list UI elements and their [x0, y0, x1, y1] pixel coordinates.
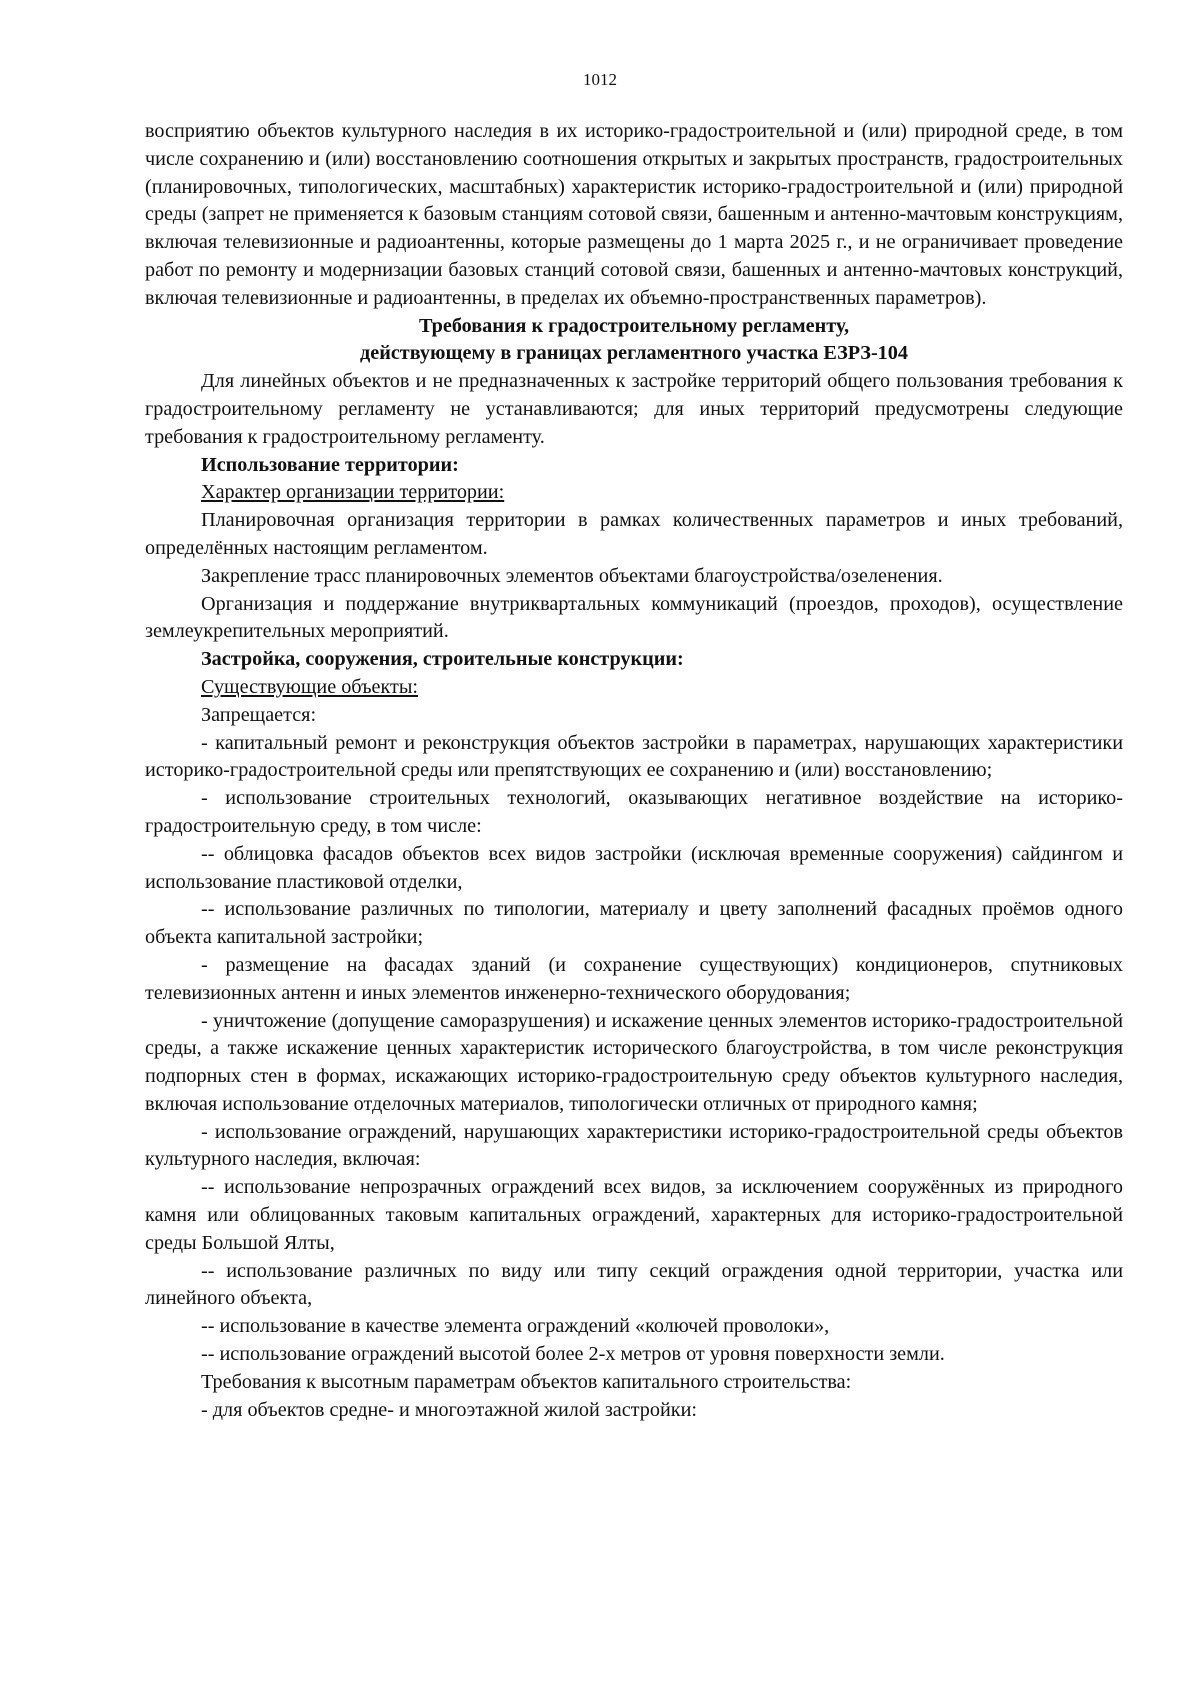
paragraph-continuation: восприятию объектов культурного наследия в их историко-градостроительной и (или) природной среде, в том числе сохранению и (или) восстановлению соотношения открытых и закрытых пространств, градостроительных (планировочных, типологических, масштабных) характеристик историко-градостроительной и (или) природной среды (запрет не применяется к базовым станциям сотовой связи, башенным и антенно-мачтовым конструкциям, включая телевизионные и радиоантенны, которые размещены до 1 марта 2025 г., и не ограничивает проведение работ по ремонту и модернизации базовых станций сотовой связи, башенных и антенно-мачтовых конструкций, включая телевизионные и радиоантенны, в пределах их объемно-пространственных параметров). [145, 120, 1123, 309]
existing-objects-subtitle [145, 674, 1123, 702]
height-item: - для объектов средне- и многоэтажной жилой застройки: [201, 1398, 698, 1421]
intro-paragraph: Для линейных объектов и не предназначенных к застройке территорий общего пользования требования к градостроительному регламенту не устанавливаются; для иных территорий предусмотрены следующие требования к градостроительному регламенту. [145, 370, 1123, 448]
territory-organization-subtitle-text: Характер организации территории: [201, 481, 505, 504]
prohibited-subitem-1: -- облицовка фасадов объектов всех видов застройки (исключая временные сооружения) сайдингом и использование пластиковой отделки, [145, 842, 1123, 893]
prohibited-item-5: - использование ограждений, нарушающих характеристики историко-градостроительной среды объектов культурного наследия, включая: [145, 1120, 1123, 1171]
prohibited-subitem-3: -- использование непрозрачных ограждений всех видов, за исключением сооружённых из природного камня или облицованных таковым капитальных ограждений, характерных для историко-градостроительной среды Большой Ялты, [145, 1176, 1123, 1254]
document-body [145, 118, 1123, 1424]
prohibited-item-4: - уничтожение (допущение саморазрушения) и искажение ценных элементов историко-градостроительной среды, а также искажение ценных характеристик исторического благоустройства, в том числе реконструкция подпорных стен в формах, искажающих историко-градостроительную среду объектов культурного наследия, включая использование отделочных материалов, типологически отличных от природного камня; [145, 1009, 1123, 1115]
prohibited-item-1: - капитальный ремонт и реконструкция объектов застройки в параметрах, нарушающих характеристики историко-градостроительной среды или препятствующих ее сохранению и (или) восстановлению; [145, 731, 1123, 782]
prohibited-subitem-6: -- использование ограждений высотой более 2-х метров от уровня поверхности земли. [201, 1343, 945, 1366]
prohibited-subitem-2: -- использование различных по типологии, материалу и цвету заполнений фасадных проёмов одного объекта капитальной застройки; [145, 898, 1123, 949]
existing-objects-subtitle-text: Существующие объекты: [201, 675, 419, 698]
section-heading-line-1: Требования к градостроительному регламенту, [418, 314, 850, 337]
territory-item-1: Планировочная организация территории в рамках количественных параметров и иных требований, определённых настоящим регламентом. [145, 509, 1123, 559]
territory-organization-subtitle [145, 479, 1123, 507]
prohibited-subitem-5: -- использование в качестве элемента ограждений «колючей проволоки», [201, 1315, 830, 1338]
prohibited-label: Запрещается: [201, 703, 317, 726]
construction-title: Застройка, сооружения, строительные конструкции: [201, 648, 684, 671]
territory-item-2: Закрепление трасс планировочных элементов объектами благоустройства/озеленения. [201, 564, 943, 587]
section-heading-line-2: действующему в границах регламентного участка ЕЗРЗ-104 [360, 342, 908, 365]
prohibited-item-3: - размещение на фасадах зданий (и сохранение существующих) кондиционеров, спутниковых телевизионных антенн и иных элементов инженерно-технического оборудования; [145, 953, 1123, 1004]
page-number: 1012 [583, 70, 617, 89]
territory-use-title: Использование территории: [201, 453, 459, 476]
height-requirements: Требования к высотным параметрам объектов капитального строительства: [201, 1370, 852, 1393]
prohibited-subitem-4: -- использование различных по виду или типу секций ограждения одной территории, участка или линейного объекта, [145, 1259, 1123, 1310]
prohibited-item-2: - использование строительных технологий, оказывающих негативное воздействие на историко-градостроительную среду, в том числе: [145, 787, 1123, 837]
territory-item-3: Организация и поддержание внутриквартальных коммуникаций (проездов, проходов), осуществление землеукрепительных мероприятий. [145, 592, 1123, 643]
